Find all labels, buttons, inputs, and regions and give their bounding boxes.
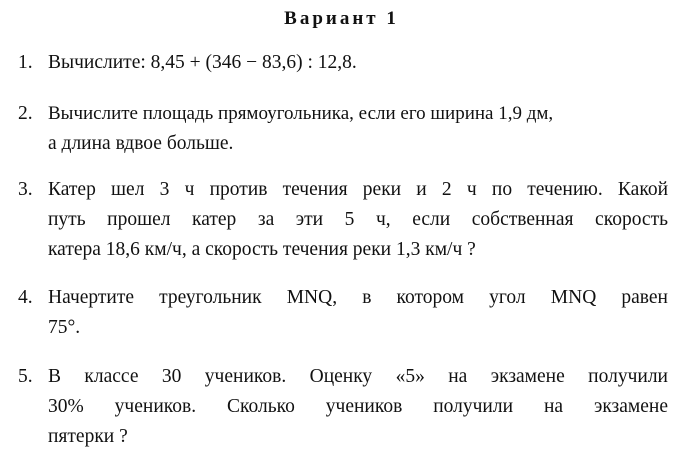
task-3-line-1: Катер шел 3 ч против течения реки и 2 ч по течению. Какой [48,179,668,200]
task-3 [18,175,668,265]
task-3-line-2: путь прошел катер за эти 5 ч, если собственная скорость [48,209,668,230]
task-2-line-1: Вычислите площадь прямоугольника, если его ширина 1,9 дм, [48,103,554,124]
task-4-number: 4. [18,287,33,308]
task-2-text [48,99,668,159]
variant-title: Вариант 1 [284,8,399,29]
task-1-line-1: Вычислите: 8,45 + (346 − 83,6) : 12,8. [48,52,357,73]
task-1 [18,48,668,78]
task-5-line-2: 30% учеников. Сколько учеников получили на экзамене [48,396,668,417]
task-5-number: 5. [18,366,33,387]
task-5-text [48,362,668,452]
task-5-line-1: В классе 30 учеников. Оценку «5» на экзамене получили [48,366,668,387]
task-1-number: 1. [18,52,33,73]
task-4-line-2: 75°. [48,317,81,338]
task-4-text [48,283,668,343]
task-2-number: 2. [18,103,33,124]
task-5-line-3: пятерки ? [48,426,128,447]
task-1-text [48,48,668,78]
task-2 [18,99,668,159]
task-3-line-3: катера 18,6 км/ч, а скорость течения реки 1,3 км/ч ? [48,239,476,260]
task-3-text [48,175,668,265]
task-3-number: 3. [18,179,33,200]
task-5 [18,362,668,452]
task-2-line-2: а длина вдвое больше. [48,133,234,154]
task-4-line-1: Начертите треугольник MNQ, в котором угол MNQ равен [48,287,668,308]
task-4 [18,283,668,343]
